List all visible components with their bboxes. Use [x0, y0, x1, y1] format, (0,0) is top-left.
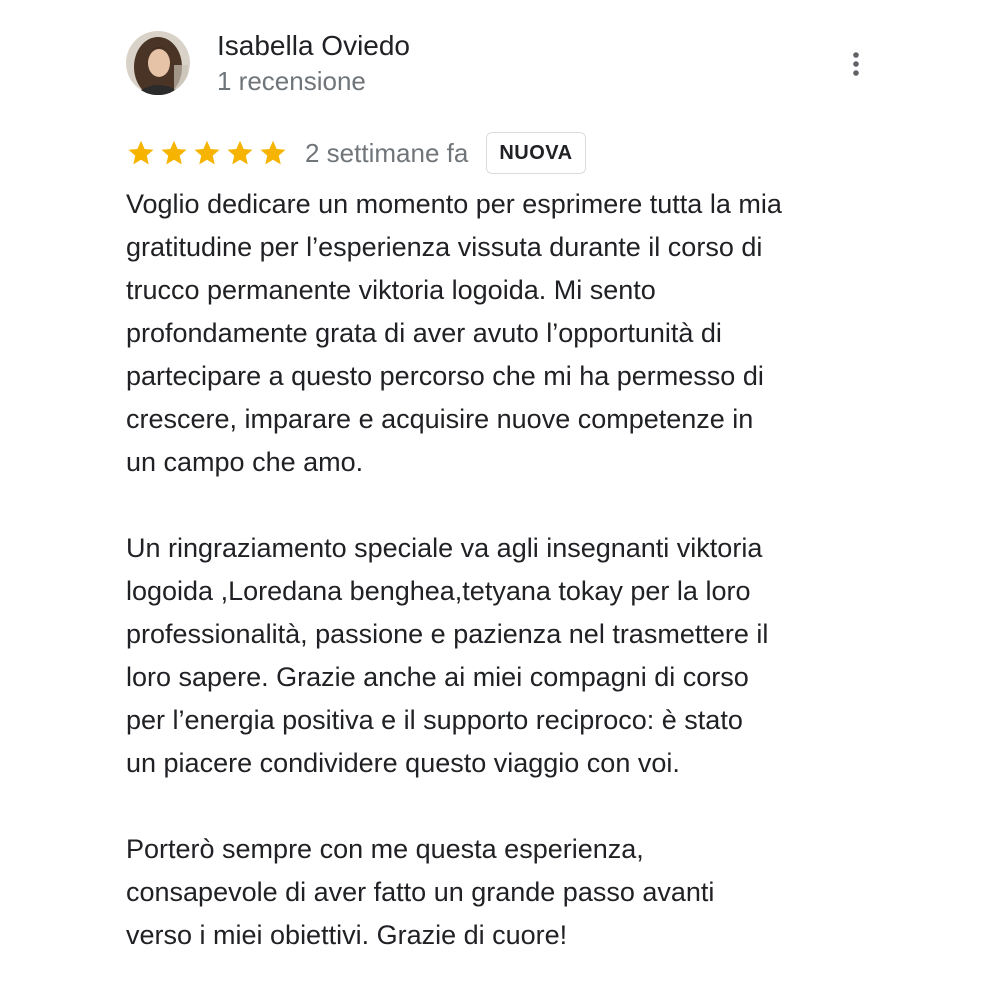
star-icon — [159, 138, 189, 168]
review-date: 2 settimane fa — [305, 137, 469, 168]
star-icon — [225, 138, 255, 168]
author-review-count: 1 recensione — [217, 66, 366, 96]
review-card — [126, 30, 886, 957]
review-paragraph: Un ringraziamento speciale va agli insegnanti viktoria logoida ,Loredana benghea,tetyana tokay per la loro professionalità, passione e pazienza nel trasmettere il loro sapere. Grazie anche ai miei compagni di corso per l’energia positiva e il supporto reciproco: è stato un piacere condividere questo viaggio con voi. — [126, 533, 769, 778]
more-vert-icon — [852, 51, 860, 82]
review-paragraph: Voglio dedicare un momento per esprimere tutta la mia gratitudine per l’esperienza vissuta durante il corso di trucco permanente viktoria logoida. Mi sento profondamente grata di aver avuto l’opportunità di partecipare a questo percorso che mi ha permesso di crescere, imparare e acquisire nuove competenze in un campo che amo. — [126, 189, 782, 477]
review-header — [126, 30, 886, 96]
star-rating — [126, 138, 288, 168]
author-name[interactable]: Isabella Oviedo — [217, 30, 411, 61]
new-badge: NUOVA — [486, 132, 585, 174]
author-info — [217, 28, 410, 98]
star-icon — [126, 138, 156, 168]
more-options-button[interactable] — [842, 50, 870, 82]
star-icon — [258, 138, 288, 168]
review-paragraph: Porterò sempre con me questa esperienza, consapevole di aver fatto un grande passo avanti verso i miei obiettivi. Grazie di cuore! — [126, 834, 715, 950]
review-text — [126, 183, 886, 957]
rating-row — [126, 131, 886, 175]
avatar[interactable] — [126, 31, 190, 95]
star-icon — [192, 138, 222, 168]
